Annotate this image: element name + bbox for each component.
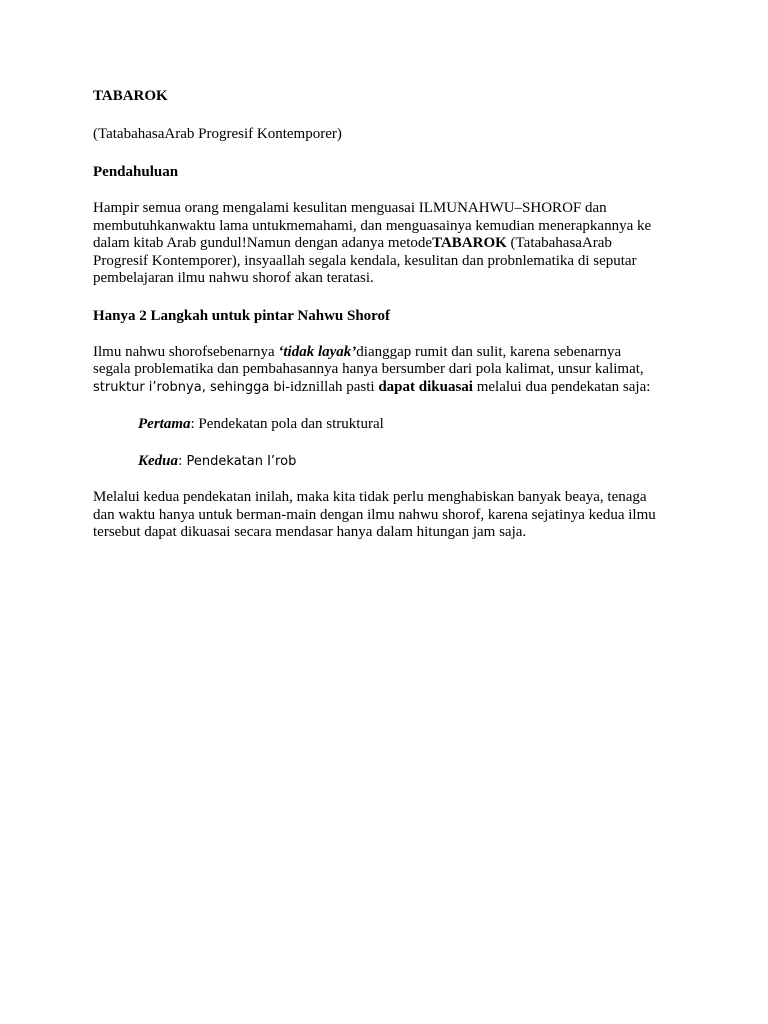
text-run: Ilmu nahwu shorofsebenarnya (93, 343, 279, 360)
bold-term: TABAROK (432, 235, 507, 251)
list-item-pertama (93, 414, 693, 434)
text-line (93, 379, 693, 397)
list-item-kedua (93, 451, 693, 472)
list-item-text: : Pendekatan I’rob (178, 454, 297, 469)
section-heading-langkah: Hanya 2 Langkah untuk pintar Nahwu Shorof (93, 307, 391, 324)
list-item-label: Pertama (138, 416, 191, 432)
text-run: dalam kitab Arab gundul!Namun dengan adanya metode (93, 235, 433, 251)
text-run: melalui dua pendekatan saja: (472, 378, 651, 395)
text-line (93, 344, 693, 362)
paragraph-intro (93, 200, 693, 288)
text-run: struktur i’robnya, sehingga bi- (93, 379, 290, 395)
text-line: membutuhkanwaktu lama untukmemahami, dan menguasainya kemudian menerapkannya ke (93, 217, 652, 234)
text-run: idznillah pasti (290, 378, 379, 395)
text-line (93, 235, 693, 253)
document-page (93, 86, 693, 560)
text-line: Hampir semua orang mengalami kesulitan menguasai ILMUNAHWU–SHOROF dan (93, 200, 607, 216)
text-line: segala problematika dan pembahasannya hanya bersumber dari pola kalimat, unsur kalimat, (93, 361, 644, 377)
text-line: Melalui kedua pendekatan inilah, maka kita tidak perlu menghabiskan banyak beaya, tenaga (93, 489, 647, 505)
text-line: Progresif Kontemporer), insyaallah segala kendala, kesulitan dan probnlematika di seputar (93, 252, 637, 269)
paragraph-closing (93, 489, 693, 542)
list-item-label: Kedua (138, 453, 179, 469)
bold-italic-term: ‘tidak layak’ (278, 343, 357, 360)
text-run: dianggap rumit dan sulit, karena sebenarnya (356, 343, 622, 360)
bold-term: dapat dikuasai (378, 378, 473, 395)
text-line: pembelajaran ilmu nahwu shorof akan teratasi. (93, 270, 374, 286)
list-item-text: : Pendekatan pola dan struktural (190, 416, 384, 432)
section-heading-pendahuluan: Pendahuluan (93, 164, 179, 180)
text-run: (TatabahasaArab (506, 235, 612, 251)
document-subtitle: (TatabahasaArab Progresif Kontemporer) (93, 126, 342, 142)
text-line: dan waktu hanya untuk berman-main dengan ilmu nahwu shorof, karena sejatinya kedua ilmu (93, 506, 656, 523)
paragraph-langkah (93, 344, 693, 397)
document-title: TABAROK (93, 88, 168, 104)
text-line: tersebut dapat dikuasai secara mendasar hanya dalam hitungan jam saja. (93, 524, 527, 540)
